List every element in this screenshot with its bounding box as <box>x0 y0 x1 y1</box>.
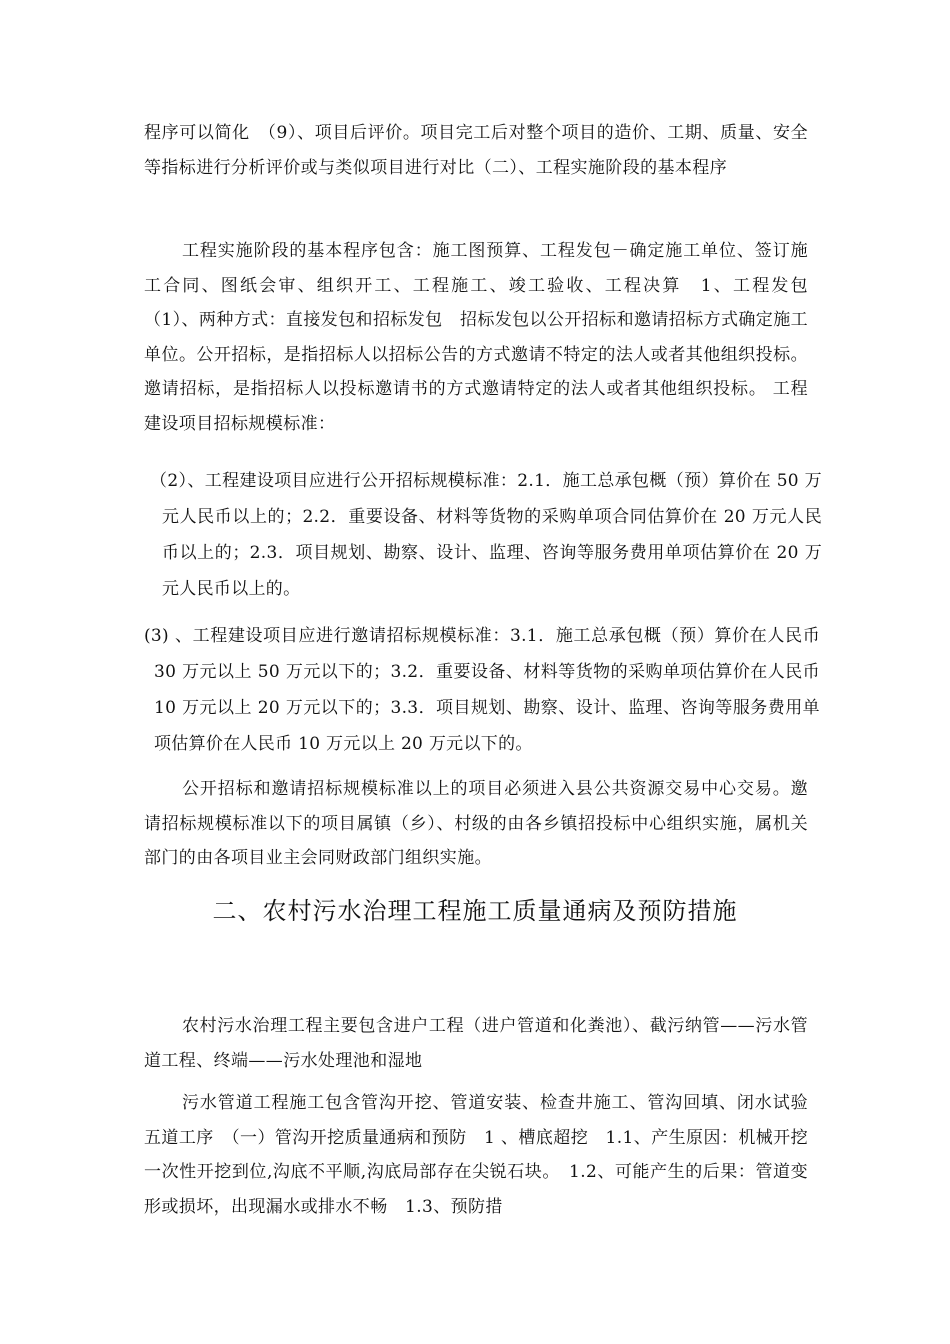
section-heading: 二、农村污水治理工程施工质量通病及预防措施 <box>212 897 738 925</box>
paragraph-sewage-project-scope: 农村污水治理工程主要包含进户工程（进户管道和化粪池）、截污纳管——污水管道工程、终端——污水处理池和湿地 <box>144 1016 808 1071</box>
paragraph-invited-tender-standard: (3) 、工程建设项目应进行邀请招标规模标准：3.1．施工总承包概（预）算价在人民币 30 万元以上 50 万元以下的；3.2．重要设备、材料等货物的采购单项估算价在人民币 10 万元以上 20 万元以下的；3.3．项目规划、勘察、设计、监理、咨询等服务费用单项估算价在人民币 10 万元以上 20 万元以下的。 <box>144 626 820 754</box>
paragraph-public-tender-standard: （2）、工程建设项目应进行公开招标规模标准：2.1．施工总承包概（预）算价在 50 万元人民币以上的；2.2．重要设备、材料等货物的采购单项合同估算价在 20 万元人民币以上的；2.3．项目规划、勘察、设计、监理、咨询等服务费用单项估算价在 20 万元人民币以上的。 <box>150 471 822 599</box>
paragraph-pipeline-construction: 污水管道工程施工包含管沟开挖、管道安装、检查井施工、管沟回填、闭水试验五道工序 （一）管沟开挖质量通病和预防 1 、槽底超挖 1.1、产生原因：机械开挖一次性开挖到位,沟底不平顺,沟底局部存在尖锐石块。 1.2、可能产生的后果：管道变形或损坏，出现漏水或排水不畅 1.3、预防措 <box>144 1093 808 1217</box>
paragraph-implementation-procedure: 工程实施阶段的基本程序包含：施工图预算、工程发包－确定施工单位、签订施工合同、图纸会审、组织开工、工程施工、竣工验收、工程决算 1、工程发包 （1）、两种方式：直接发包和招标发包 招标发包以公开招标和邀请招标方式确定施工单位。公开招标，是指招标人以招标公告的方式邀请不特定的法人或者其他组织投标。邀请招标，是指招标人以投标邀请书的方式邀请特定的法人或者其他组织投标。 工程建设项目招标规模标准： <box>144 241 826 434</box>
paragraph-project-post-evaluation: 程序可以简化 （9）、项目后评价。项目完工后对整个项目的造价、工期、质量、安全等指标进行分析评价或与类似项目进行对比（二）、工程实施阶段的基本程序 <box>144 123 808 178</box>
paragraph-trading-center: 公开招标和邀请招标规模标准以上的项目必须进入县公共资源交易中心交易。邀请招标规模标准以下的项目属镇（乡）、村级的由各乡镇招投标中心组织实施，属机关部门的由各项目业主会同财政部门组织实施。 <box>144 779 808 868</box>
